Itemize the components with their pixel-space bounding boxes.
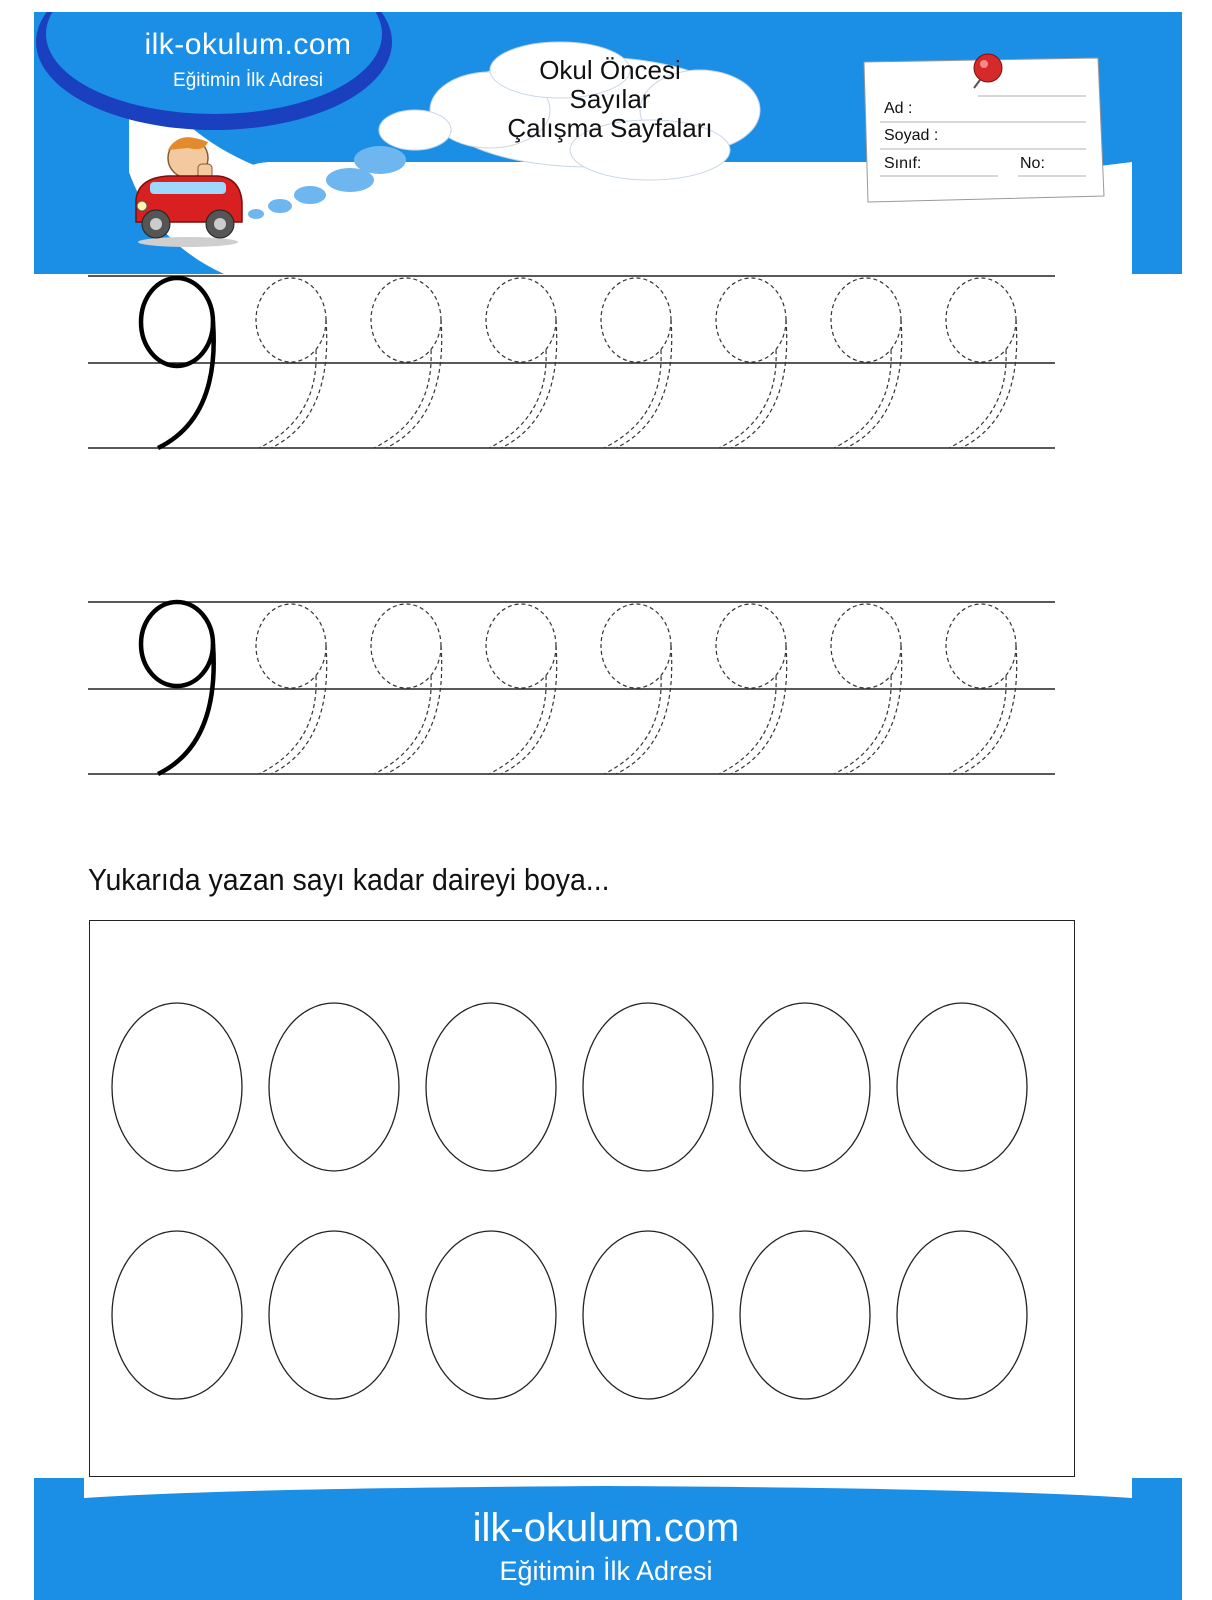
tracing-row-2 — [80, 594, 1080, 784]
digit-nine-model — [141, 602, 214, 774]
coloring-circle[interactable] — [269, 1003, 399, 1171]
coloring-circle[interactable] — [426, 1231, 556, 1399]
coloring-circles — [90, 921, 1076, 1478]
tracing-row-1 — [80, 268, 1080, 458]
coloring-circle[interactable] — [740, 1231, 870, 1399]
logo-site-name: ilk-okulum.com — [144, 28, 352, 61]
worksheet-title — [480, 56, 740, 143]
coloring-circle[interactable] — [269, 1231, 399, 1399]
coloring-circle[interactable] — [112, 1003, 242, 1171]
coloring-circle[interactable] — [583, 1231, 713, 1399]
soyad-label: Soyad : — [884, 127, 939, 144]
coloring-circle[interactable] — [112, 1231, 242, 1399]
coloring-circle[interactable] — [426, 1003, 556, 1171]
coloring-circle[interactable] — [897, 1003, 1027, 1171]
coloring-circle[interactable] — [583, 1003, 713, 1171]
coloring-box — [89, 920, 1075, 1477]
cartoon-car-illustration — [128, 130, 248, 248]
instruction-text: Yukarıda yazan sayı kadar daireyi boya... — [88, 862, 610, 897]
footer-tagline: Eğitimin İlk Adresi — [499, 1556, 713, 1586]
sinif-label: Sınıf: — [884, 155, 922, 172]
coloring-circle[interactable] — [897, 1231, 1027, 1399]
pushpin-icon — [968, 50, 1008, 90]
no-label: No: — [1020, 155, 1045, 172]
footer-site-name: ilk-okulum.com — [472, 1506, 740, 1550]
title-line-2: Sayılar — [569, 84, 651, 114]
title-line-3: Çalışma Sayfaları — [507, 113, 713, 143]
coloring-circle[interactable] — [740, 1003, 870, 1171]
logo-tagline: Eğitimin İlk Adresi — [173, 70, 323, 91]
title-line-1: Okul Öncesi — [539, 55, 681, 85]
ad-label: Ad : — [884, 100, 913, 117]
